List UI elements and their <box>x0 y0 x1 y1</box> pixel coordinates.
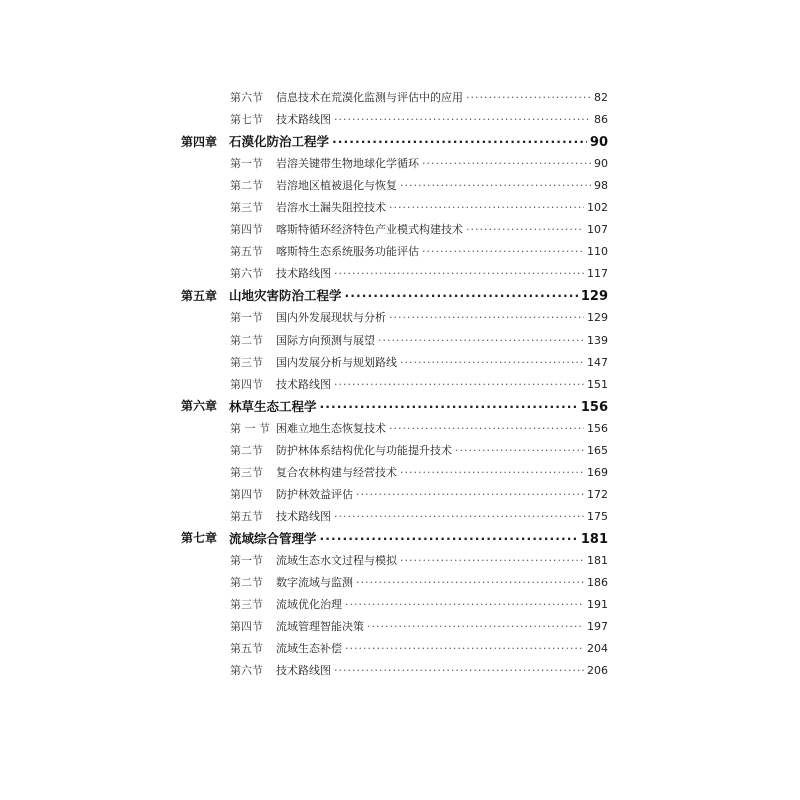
dot-leader <box>367 620 584 633</box>
section-title: 流域生态水文过程与模拟 <box>276 554 397 567</box>
toc-section-row <box>0 218 800 240</box>
section-title: 防护林效益评估 <box>276 487 353 501</box>
chapter-number: 第四章 <box>181 134 218 149</box>
section-title: 信息技术在荒漠化监测与评估中的应用 <box>276 91 463 105</box>
section-number: 第三节 <box>230 355 263 369</box>
toc-section-row <box>0 306 800 328</box>
toc-section-row <box>0 615 800 637</box>
toc-chapter-row <box>0 284 800 306</box>
toc-section-row <box>0 240 800 262</box>
section-number: 第二节 <box>230 179 263 193</box>
section-title: 技术路线图 <box>276 113 331 127</box>
toc-section-row <box>0 505 800 527</box>
section-number: 第六节 <box>230 91 263 105</box>
toc-section-row <box>0 329 800 351</box>
page-number: 172 <box>587 487 608 501</box>
page-number: 110 <box>587 245 608 259</box>
dot-leader <box>400 179 591 192</box>
toc-section-row <box>0 417 800 439</box>
section-number: 第五节 <box>230 509 263 523</box>
page-number: 191 <box>587 598 608 612</box>
section-title: 防护林体系结构优化与功能提升技术 <box>276 443 452 457</box>
page-number: 156 <box>587 421 608 435</box>
page-number: 129 <box>580 289 608 305</box>
dot-leader <box>466 91 591 104</box>
dot-leader <box>332 134 587 149</box>
page-number: 165 <box>587 443 608 457</box>
section-title: 国内外发展现状与分析 <box>276 311 386 325</box>
toc-section-row <box>0 262 800 284</box>
page-number: 181 <box>580 531 608 547</box>
page-number: 129 <box>587 311 608 325</box>
dot-leader <box>334 378 584 391</box>
dot-leader <box>389 311 584 324</box>
section-number: 第二节 <box>230 333 263 347</box>
page-number: 102 <box>587 201 608 215</box>
page-number: 151 <box>587 377 608 391</box>
dot-leader <box>455 444 584 457</box>
page-number: 98 <box>594 179 608 193</box>
dot-leader <box>320 531 578 546</box>
dot-leader <box>389 201 584 214</box>
toc-chapter-row <box>0 395 800 417</box>
section-title: 技术路线图 <box>276 664 331 678</box>
section-number: 第四节 <box>230 620 263 634</box>
page-number: 90 <box>594 157 608 171</box>
section-title: 流域生态补偿 <box>276 642 342 656</box>
page-number: 147 <box>587 355 608 369</box>
section-number: 第二节 <box>230 576 263 590</box>
page-number: 169 <box>587 465 608 479</box>
section-title: 岩溶关键带生物地球化学循环 <box>276 157 419 171</box>
page-number: 204 <box>587 642 608 656</box>
dot-leader <box>356 576 584 589</box>
section-number: 第四节 <box>230 223 263 237</box>
dot-leader <box>334 510 584 523</box>
dot-leader <box>378 334 584 347</box>
toc-section-row <box>0 108 800 130</box>
toc-section-row <box>0 174 800 196</box>
section-number: 第二节 <box>230 443 263 457</box>
dot-leader <box>334 267 584 280</box>
dot-leader <box>422 245 584 258</box>
dot-leader <box>400 466 584 479</box>
toc-section-row <box>0 439 800 461</box>
dot-leader <box>400 554 584 567</box>
chapter-title: 流域综合管理学 <box>229 530 317 546</box>
page-number: 86 <box>594 113 608 127</box>
section-title: 喀斯特循环经济特色产业模式构建技术 <box>276 223 463 237</box>
dot-leader <box>345 642 584 655</box>
dot-leader <box>334 113 591 126</box>
page-number: 139 <box>587 333 608 347</box>
page-number: 175 <box>587 509 608 523</box>
page-number: 181 <box>587 554 608 567</box>
dot-leader <box>320 399 578 414</box>
section-title: 技术路线图 <box>276 377 331 391</box>
section-title: 岩溶地区植被退化与恢复 <box>276 179 397 193</box>
chapter-number: 第五章 <box>181 288 218 303</box>
section-number: 第一节 <box>230 554 263 567</box>
toc-section-row <box>0 571 800 593</box>
section-number: 第三节 <box>230 201 263 215</box>
toc-section-row <box>0 351 800 373</box>
section-number: 第三节 <box>230 598 263 612</box>
dot-leader <box>345 288 578 303</box>
section-number: 第六节 <box>230 664 263 678</box>
toc-section-row <box>0 593 800 615</box>
chapter-number: 第六章 <box>181 399 218 414</box>
toc-section-row <box>0 196 800 218</box>
section-number: 第五节 <box>230 642 263 656</box>
section-number: 第 一 节 <box>230 421 270 435</box>
page-number: 186 <box>587 576 608 590</box>
dot-leader <box>345 598 584 611</box>
page-number: 82 <box>594 91 608 105</box>
toc-section-row <box>0 659 800 681</box>
dot-leader <box>356 488 584 501</box>
section-number: 第一节 <box>230 311 263 325</box>
section-number: 第五节 <box>230 245 263 259</box>
chapter-title: 山地灾害防治工程学 <box>229 288 342 304</box>
section-title: 复合农林构建与经营技术 <box>276 465 397 479</box>
section-title: 困难立地生态恢复技术 <box>276 421 386 435</box>
section-title: 技术路线图 <box>276 267 331 281</box>
toc-chapter-row <box>0 527 800 549</box>
dot-leader <box>334 664 584 677</box>
toc-section-row <box>0 461 800 483</box>
section-number: 第三节 <box>230 465 263 479</box>
page-number: 156 <box>580 399 608 415</box>
section-number: 第七节 <box>230 113 263 127</box>
page-number: 206 <box>587 664 608 678</box>
dot-leader <box>400 356 584 369</box>
dot-leader <box>466 223 584 236</box>
chapter-title: 林草生态工程学 <box>229 398 317 414</box>
dot-leader <box>389 422 584 435</box>
section-title: 流域优化治理 <box>276 598 342 612</box>
chapter-number: 第七章 <box>181 531 218 546</box>
toc-section-row <box>0 483 800 505</box>
section-title: 技术路线图 <box>276 509 331 523</box>
dot-leader <box>422 157 591 170</box>
toc-section-row <box>0 152 800 174</box>
toc-section-row <box>0 549 800 571</box>
section-number: 第一节 <box>230 157 263 171</box>
section-title: 岩溶水土漏失阻控技术 <box>276 201 386 215</box>
section-number: 第六节 <box>230 267 263 281</box>
toc-section-row <box>0 86 800 108</box>
page-number: 107 <box>587 223 608 237</box>
section-title: 数字流域与监测 <box>276 576 353 590</box>
toc-section-row <box>0 373 800 395</box>
section-title: 喀斯特生态系统服务功能评估 <box>276 245 419 259</box>
table-of-contents <box>0 86 800 681</box>
section-title: 国内发展分析与规划路线 <box>276 355 397 369</box>
toc-chapter-row <box>0 130 800 152</box>
chapter-title: 石漠化防治工程学 <box>229 134 330 150</box>
section-number: 第四节 <box>230 377 263 391</box>
section-number: 第四节 <box>230 487 263 501</box>
page-number: 117 <box>587 267 608 281</box>
section-title: 流域管理智能决策 <box>276 620 364 634</box>
page-number: 90 <box>589 135 608 151</box>
section-title: 国际方向预测与展望 <box>276 333 375 347</box>
toc-section-row <box>0 637 800 659</box>
page-number: 197 <box>587 620 608 634</box>
